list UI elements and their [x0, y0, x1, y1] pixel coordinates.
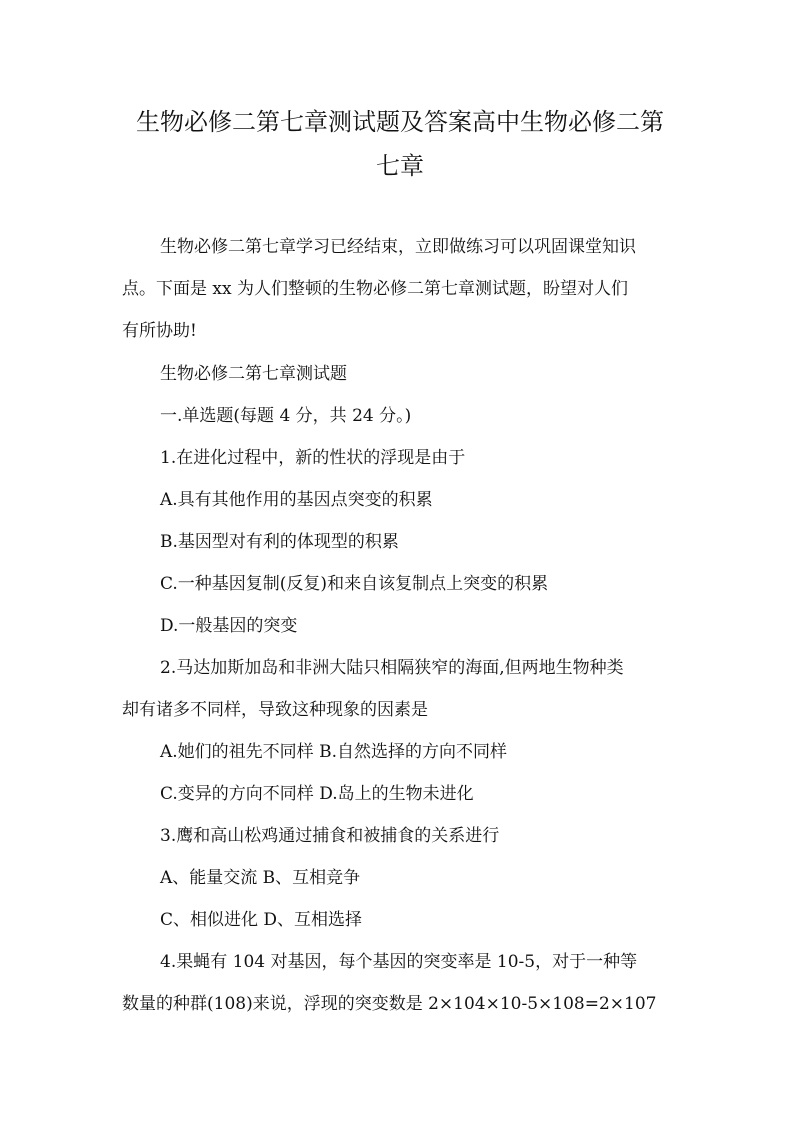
title-line-2: 七章 — [376, 152, 424, 180]
question-2-stem-line-1: 2.马达加斯加岛和非洲大陆只相隔狭窄的海面,但两地生物种类 — [160, 658, 624, 678]
document-title — [110, 100, 690, 188]
intro-line-2: 点。下面是 xx 为人们整顿的生物必修二第七章测试题，盼望对人们 — [122, 279, 628, 299]
title-line-1: 生物必修二第七章测试题及答案高中生物必修二第 — [136, 108, 664, 136]
question-1-option-b: B.基因型对有利的体现型的积累 — [160, 532, 399, 552]
question-1-option-c: C.一种基因复制(反复)和来自该复制点上突变的积累 — [160, 574, 549, 594]
question-2-options-cd: C.变异的方向不同样 D.岛上的生物未进化 — [160, 784, 474, 804]
part-heading: 一.单选题(每题 4 分，共 24 分。) — [160, 406, 412, 426]
question-1-option-d: D.一般基因的突变 — [160, 616, 298, 636]
question-3-options-cd: C、相似进化 D、互相选择 — [160, 910, 363, 930]
question-2-options-ab: A.她们的祖先不同样 B.自然选择的方向不同样 — [160, 742, 507, 762]
intro-line-3: 有所协助! — [122, 321, 197, 341]
question-3-options-ab: A、能量交流 B、互相竞争 — [160, 868, 361, 888]
question-3-stem: 3.鹰和高山松鸡通过捕食和被捕食的关系进行 — [160, 826, 500, 846]
question-1-option-a: A.具有其他作用的基因点突变的积累 — [160, 490, 433, 510]
question-2-stem-line-2: 却有诸多不同样，导致这种现象的因素是 — [122, 700, 428, 720]
question-4-line-1: 4.果蝇有 104 对基因，每个基因的突变率是 10-5，对于一种等 — [160, 952, 638, 972]
section-heading: 生物必修二第七章测试题 — [160, 364, 347, 384]
question-4-line-2: 数量的种群(108)来说，浮现的突变数是 2×104×10-5×108=2×107 — [122, 994, 657, 1014]
intro-line-1: 生物必修二第七章学习已经结束，立即做练习可以巩固课堂知识 — [160, 237, 636, 257]
question-1-stem: 1.在进化过程中，新的性状的浮现是由于 — [160, 448, 466, 468]
